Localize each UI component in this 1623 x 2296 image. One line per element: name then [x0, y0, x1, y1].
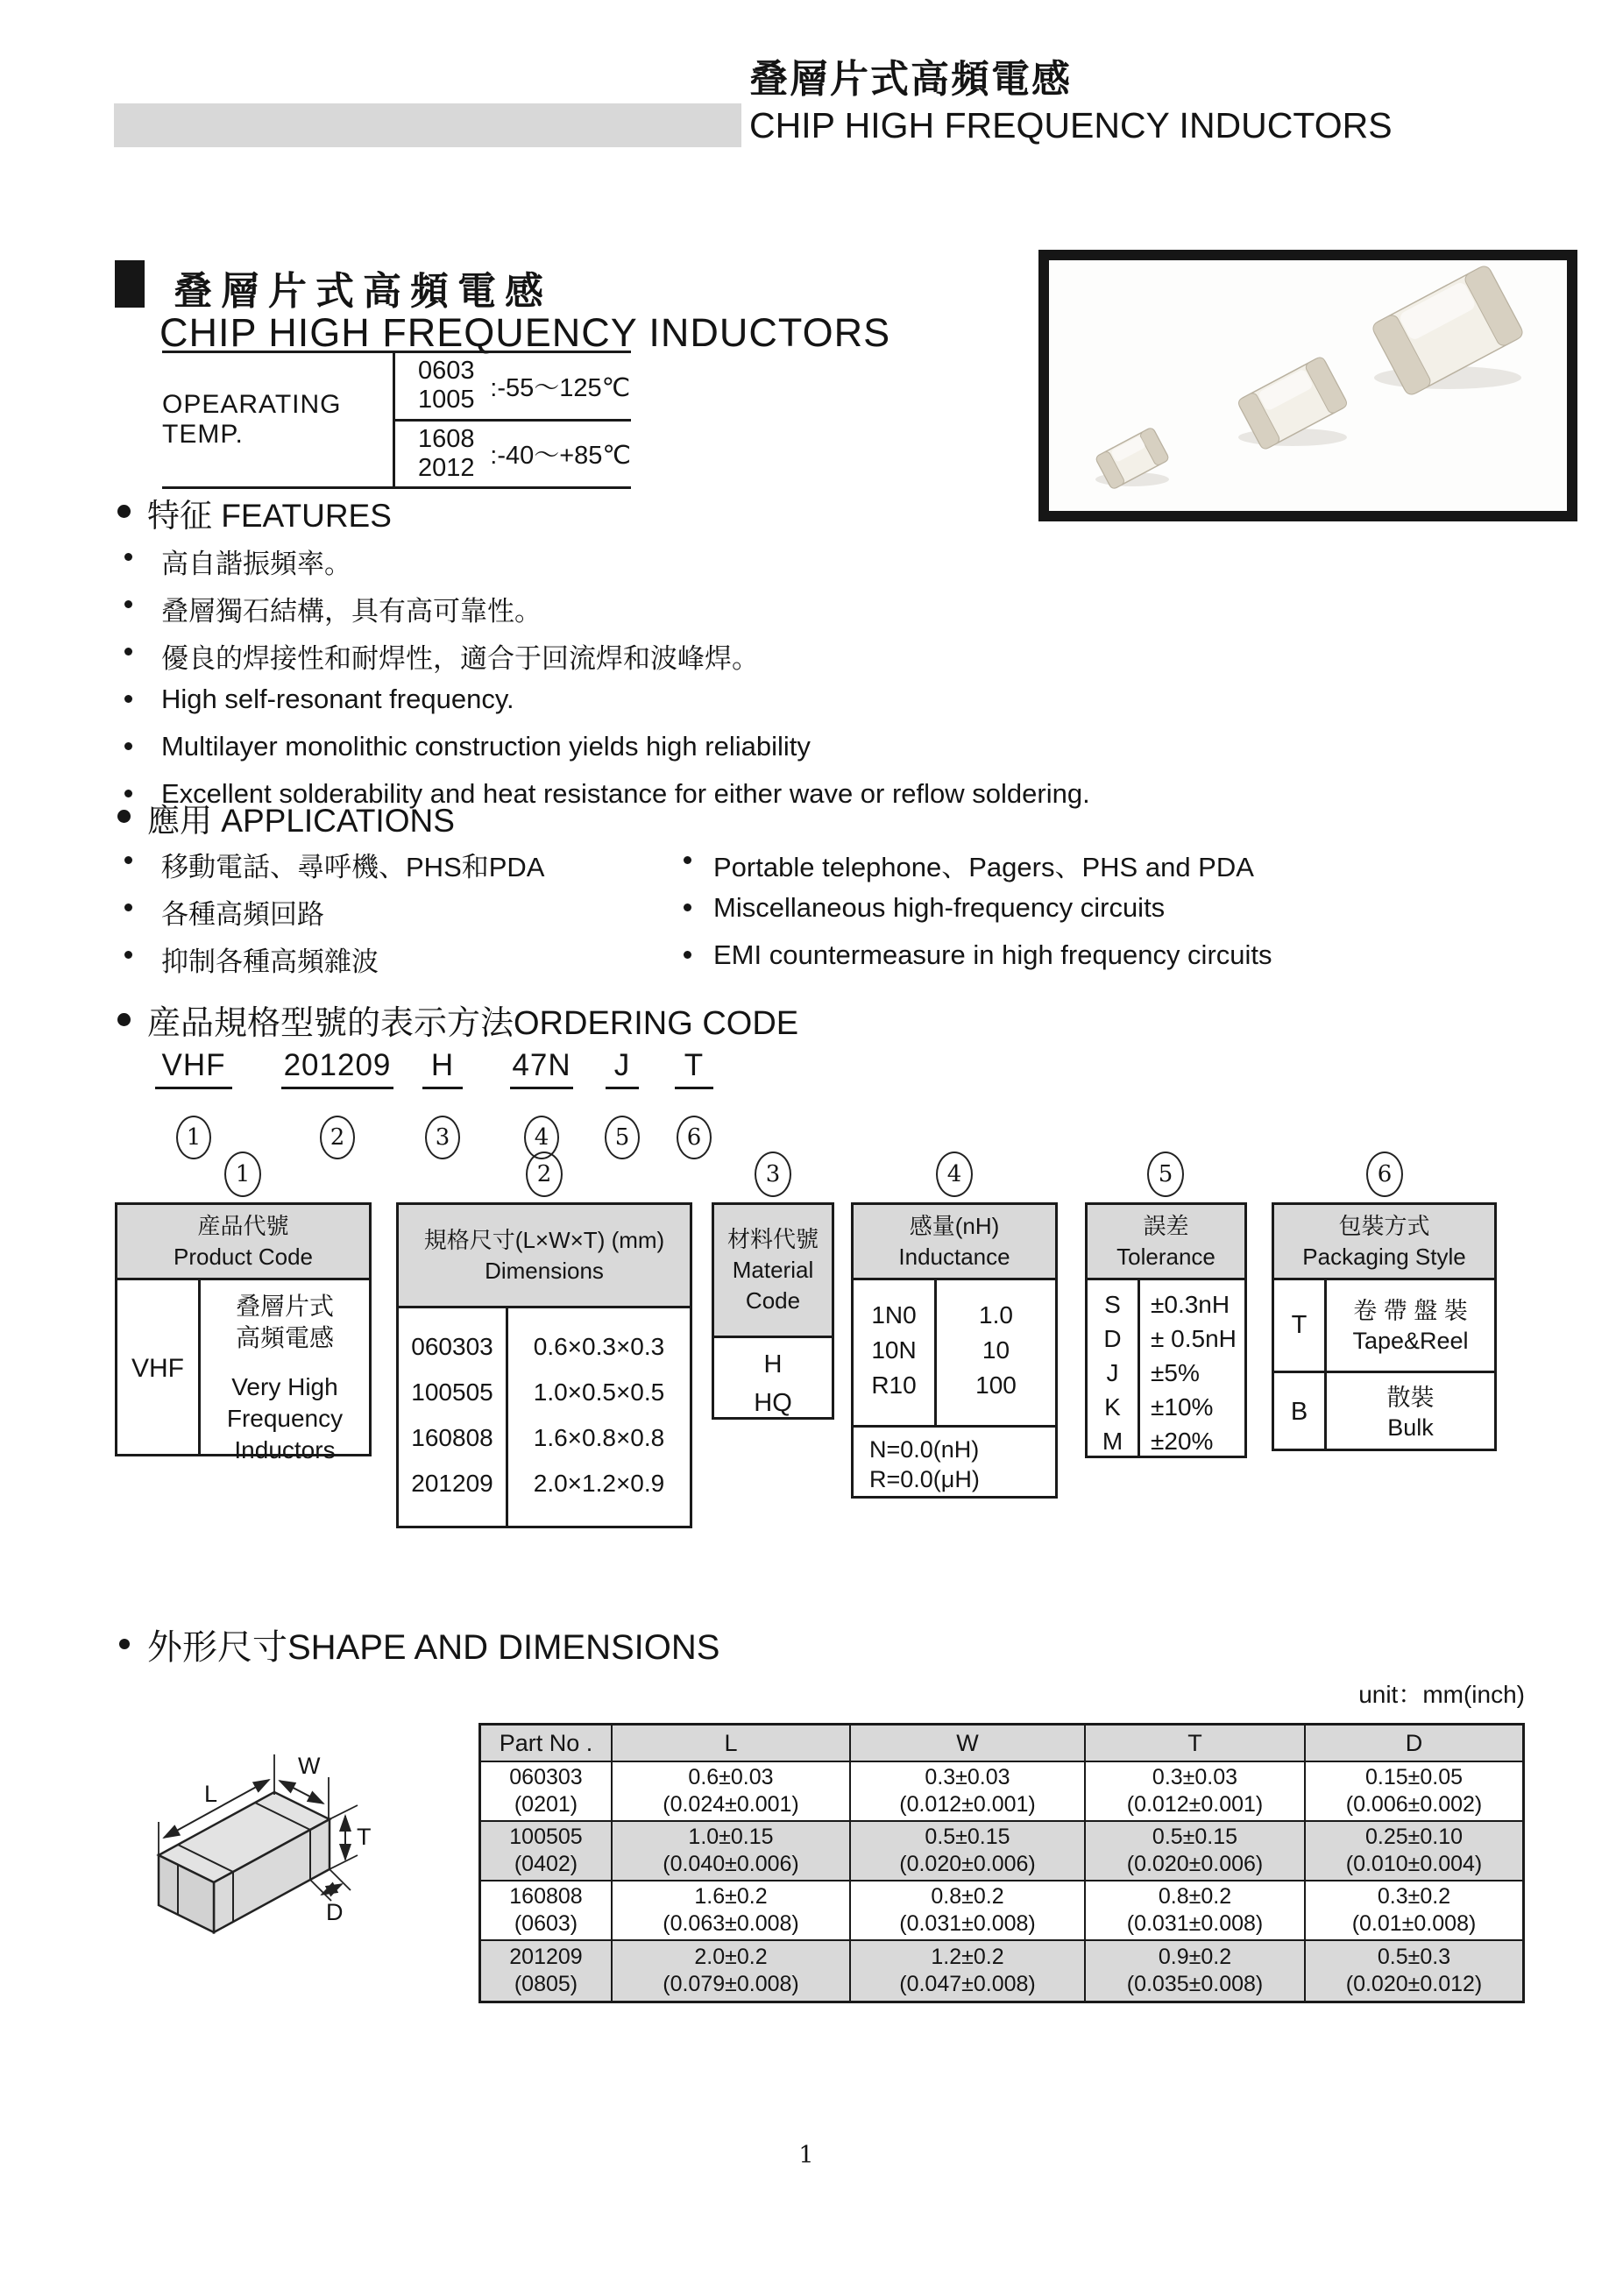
feature-item: 優良的焊接性和耐焊性，適合于回流焊和波峰焊。 — [161, 643, 759, 674]
header-gray-bar — [114, 103, 741, 147]
spec-row-160808: 160808 (0603) 1.6±0.2 (0.063±0.008) 0.8±0.2 (0.031±0.008) 0.8±0.2 (0.031±0.008) 0.3±0.2 (0.01±0.008) — [481, 1881, 1522, 1941]
code-underline — [281, 1087, 393, 1089]
application-item-zh: 各種高頻回路 — [161, 899, 324, 930]
diagram-label-T: T — [357, 1824, 372, 1850]
section-title-en: CHIP HIGH FREQUENCY INDUCTORS — [159, 310, 891, 355]
features-heading: 特征 FEATURES — [147, 498, 392, 534]
packaging-table — [1272, 1202, 1497, 1451]
table-circled-number: 3 — [755, 1152, 791, 1197]
circled-number: 2 — [320, 1116, 355, 1159]
feature-item: High self-resonant frequency. — [161, 684, 514, 714]
ordering-code-bullet — [117, 1013, 131, 1026]
code-underline — [675, 1087, 713, 1089]
table-circled-number: 4 — [936, 1152, 973, 1197]
application-item-en: Portable telephone、Pagers、PHS and PDA — [713, 852, 1254, 882]
features-bullet — [117, 505, 131, 518]
applications-bullet — [117, 810, 131, 823]
tolerance-header: 誤差 Tolerance — [1088, 1205, 1244, 1280]
circled-number: 6 — [677, 1116, 712, 1159]
material-codes: H HQ — [754, 1350, 792, 1417]
code-underline — [510, 1087, 573, 1089]
page-number: 1 — [798, 2142, 814, 2169]
spec-row-100505: 100505 (0402) 1.0±0.15 (0.040±0.006) 0.5±0.15 (0.020±0.006) 0.5±0.15 (0.020±0.006) 0.25±0.10 (0.010±0.004) — [481, 1822, 1522, 1881]
doc-title-en: CHIP HIGH FREQUENCY INDUCTORS — [749, 105, 1393, 145]
size-code: 0603 — [418, 357, 475, 386]
code-part-packaging: T 6 — [675, 1048, 713, 1159]
feature-item: 高自諧振頻率。 — [161, 549, 351, 579]
application-bullet — [684, 856, 691, 864]
feature-bullet — [124, 553, 132, 561]
application-bullet — [684, 951, 691, 959]
code-underline — [155, 1087, 232, 1089]
col-header-part: Part No . — [481, 1726, 613, 1762]
tolerance-table — [1085, 1202, 1247, 1458]
applications-heading: 應用 APPLICATIONS — [147, 803, 455, 839]
feature-item: 叠層獨石結構，具有高可靠性。 — [161, 596, 542, 627]
feature-bullet — [124, 695, 132, 703]
ordering-code-heading: 産品規格型號的表示方法ORDERING CODE — [147, 1005, 799, 1042]
table-circled-number: 5 — [1147, 1152, 1184, 1197]
size-codes-column: 060303 100505 160808 201209 — [399, 1308, 508, 1528]
application-item-zh: 抑制各種高頻雜波 — [161, 946, 379, 977]
document-header — [749, 56, 1393, 147]
col-header-D: D — [1306, 1726, 1522, 1762]
col-header-L: L — [613, 1726, 851, 1762]
application-bullet — [684, 904, 691, 911]
diagram-label-W: W — [298, 1753, 321, 1779]
product-code-value: VHF — [117, 1280, 201, 1456]
operating-temp-label: OPEARATING TEMP. — [162, 353, 395, 486]
col-header-W: W — [851, 1726, 1086, 1762]
dimensions-header: 規格尺寸(L×W×T) (mm) Dimensions — [399, 1205, 690, 1308]
code-part-size: 201209 2 — [281, 1048, 393, 1159]
packaging-header: 包裝方式 Packaging Style — [1274, 1205, 1494, 1280]
circled-number: 1 — [176, 1116, 211, 1159]
feature-bullet — [124, 600, 132, 608]
spec-row-201209: 201209 (0805) 2.0±0.2 (0.079±0.008) 1.2±0.2 (0.047±0.008) 0.9±0.2 (0.035±0.008) 0.5±0.3 (0.020±0.012) — [481, 1941, 1522, 2001]
operating-temp-table — [162, 351, 631, 489]
product-code-description: 叠層片式 高頻電感 Very High Frequency Inductors — [226, 1293, 344, 1463]
section-square-marker — [115, 260, 145, 308]
application-bullet — [124, 904, 132, 911]
chip-dimension-diagram — [112, 1740, 493, 2059]
feature-item: Multilayer monolithic construction yields high reliability — [161, 731, 811, 762]
tolerance-values-column: ±0.3nH ± 0.5nH ±5% ±10% ±20% — [1151, 1291, 1237, 1455]
spec-row-060303: 060303 (0201) 0.6±0.03 (0.024±0.001) 0.3±0.03 (0.012±0.001) 0.3±0.03 (0.012±0.001) 0.15±0.05 (0.006±0.002) — [481, 1762, 1522, 1822]
circled-number: 5 — [605, 1116, 640, 1159]
application-bullet — [124, 951, 132, 959]
size-values-column: 0.6×0.3×0.3 1.0×0.5×0.5 1.6×0.8×0.8 2.0×1.2×0.9 — [533, 1333, 665, 1497]
inductance-header: 感量(nH) Inductance — [854, 1205, 1055, 1280]
application-item-zh: 移動電話、尋呼機、PHS和PDA — [161, 852, 545, 882]
section-title-zh: 叠層片式高頻電感 — [174, 270, 552, 313]
application-item-en: Miscellaneous high-frequency circuits — [713, 892, 1166, 923]
tolerance-codes-column: S D J K M — [1088, 1280, 1140, 1458]
product-code-table — [115, 1202, 372, 1463]
code-part-product: VHF 1 — [155, 1048, 232, 1159]
unit-label: unit：mm(inch) — [1358, 1681, 1525, 1708]
application-item-en: EMI countermeasure in high frequency circuits — [713, 939, 1272, 970]
doc-title-zh: 叠層片式高頻電感 — [749, 58, 1072, 101]
circled-number: 3 — [425, 1116, 460, 1159]
dimensions-spec-table — [478, 1723, 1525, 2003]
size-code: 1005 — [418, 386, 475, 415]
spec-table-header-row — [481, 1726, 1522, 1762]
dimensions-code-table — [396, 1202, 692, 1528]
table-circled-number: 2 — [526, 1152, 563, 1197]
temp-range: :-40～+85℃ — [490, 442, 631, 471]
feature-item: Excellent solderability and heat resistance for either wave or reflow soldering. — [161, 778, 1090, 809]
temp-row-large-sizes — [395, 422, 631, 487]
ordering-code-example — [131, 1048, 745, 1171]
col-header-T: T — [1086, 1726, 1306, 1762]
feature-bullet — [124, 648, 132, 655]
size-code: 2012 — [418, 453, 475, 482]
code-underline — [606, 1087, 639, 1089]
temp-range: :-55～125℃ — [490, 373, 631, 402]
code-part-tolerance: J 5 — [605, 1048, 640, 1159]
product-photo-frame — [1038, 250, 1577, 521]
feature-bullet — [124, 742, 132, 750]
material-header: 材料代號 Material Code — [714, 1205, 832, 1338]
packaging-row-bulk: B 散裝 Bulk — [1274, 1373, 1494, 1451]
table-circled-number: 6 — [1366, 1152, 1403, 1197]
temp-row-small-sizes — [395, 353, 631, 422]
code-part-inductance: 47N 4 — [510, 1048, 573, 1159]
circled-number: 4 — [524, 1116, 559, 1159]
chip-inductors-photo — [1049, 260, 1567, 511]
diagram-label-D: D — [326, 1899, 344, 1925]
inductance-codes-column: 1N0 10N R10 — [854, 1280, 937, 1425]
packaging-row-tape: T 卷 帶 盤 裝 Tape&Reel — [1274, 1280, 1494, 1373]
material-code-table — [712, 1202, 834, 1420]
inductance-table — [851, 1202, 1058, 1499]
shape-bullet — [119, 1639, 130, 1649]
diagram-label-L: L — [204, 1781, 218, 1807]
table-circled-number: 1 — [224, 1152, 261, 1197]
shape-heading: 外形尺寸SHAPE AND DIMENSIONS — [147, 1628, 720, 1667]
size-code: 1608 — [418, 424, 475, 453]
application-bullet — [124, 856, 132, 864]
code-underline — [422, 1087, 463, 1089]
code-part-material: H 3 — [422, 1048, 463, 1159]
inductance-note: N=0.0(nH) R=0.0(μH) — [869, 1436, 980, 1492]
feature-bullet — [124, 790, 132, 797]
product-code-header: 産品代號 Product Code — [117, 1205, 369, 1280]
inductance-values-column: 1.0 10 100 — [975, 1301, 1017, 1399]
